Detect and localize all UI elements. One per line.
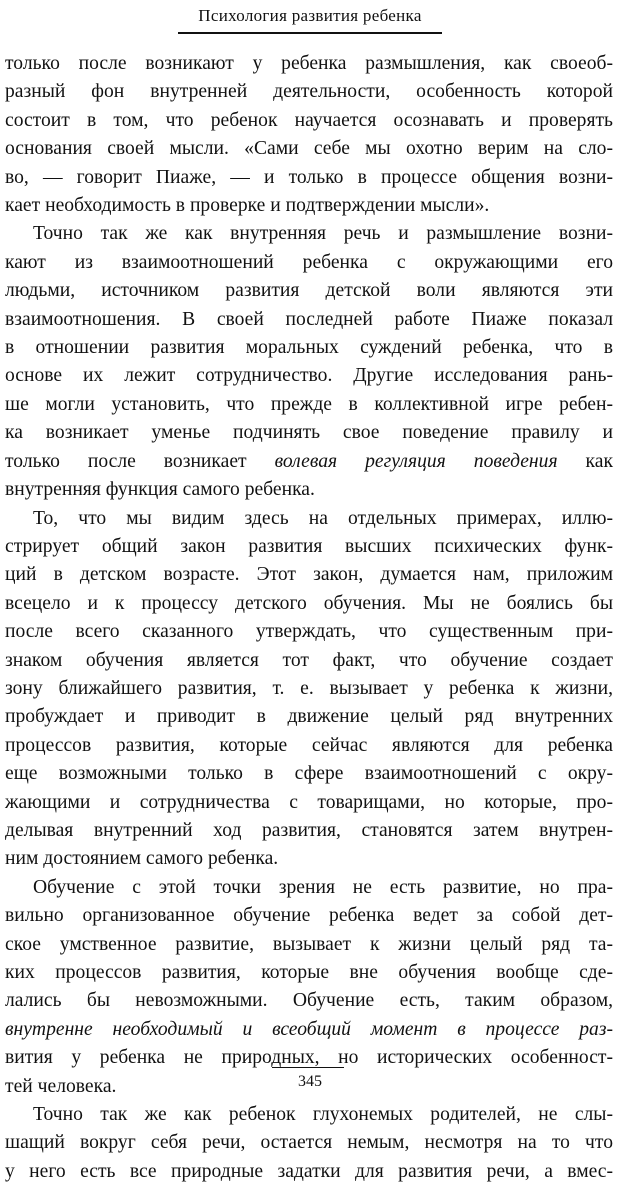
text-line: в отношении развития моральных суждений ребенка, что в (5, 337, 613, 359)
running-head: Психология развития ребенка (198, 6, 422, 25)
text-line: делывая внутренний ход развития, становятся затем внутрен- (5, 819, 613, 841)
text-line: у него есть все природные задатки для развития речи, а вмес- (5, 1160, 613, 1182)
text-line: вильно организованное обучение ребенка ведет за собой дет- (5, 905, 613, 927)
text-line: ское умственное развитие, вызывает к жизни целый ряд та- (5, 933, 613, 955)
text-line: Обучение с этой точки зрения не есть развитие, но пра- (33, 876, 613, 898)
text-line: внутренняя функция самого ребенка. (5, 479, 315, 501)
body-text (5, 50, 613, 1186)
text-line: всецело и к процессу детского обучения. Мы не боялись бы (5, 592, 613, 614)
text-line: основе их лежит сотрудничество. Другие исследования рань- (5, 365, 613, 387)
text-run: только после возникает (5, 450, 275, 472)
text-line: еще возможными только в сфере взаимоотношений с окру- (5, 763, 613, 785)
text-line: ких процессов развития, которые вне обучения вообще сде- (5, 962, 613, 983)
text-line: ним достоянием самого ребенка. (5, 848, 279, 870)
text-line: стрирует общий закон развития высших психических функ- (5, 535, 613, 557)
text-line: людьми, источником развития детской воли являются эти (5, 280, 613, 302)
text-line: разный фон внутренней деятельности, особенность которой (5, 81, 613, 103)
text-line: вития у ребенка не природных, но исторических особенност- (5, 1047, 613, 1069)
text-line: кают из взаимоотношений ребенка с окружающими его (5, 251, 613, 273)
text-line: ше могли установить, что прежде в коллективной игре ребен- (5, 393, 613, 415)
text-line: тей человека. (5, 1075, 117, 1097)
text-line: лались бы невозможными. Обучение есть, таким образом, (5, 990, 613, 1012)
text-line: после всего сказанного утверждать, что существенным при- (5, 621, 613, 643)
text-line: То, что мы видим здесь на отдельных примерах, иллю- (33, 507, 613, 529)
text-line: Точно так же как ребенок глухонемых родителей, не слы- (33, 1104, 613, 1126)
text-line: только после возникают у ребенка размышления, как своеоб- (5, 53, 613, 74)
text-line: жающими и сотрудничества с товарищами, но которые, про- (5, 791, 613, 813)
text-line (5, 1016, 613, 1044)
text-line: шащий вокруг себя речи, остается немым, несмотря на то что (5, 1132, 613, 1154)
text-line: во, — говорит Пиаже, — и только в процессе общения возни- (5, 166, 613, 188)
text-line: ций в детском возрасте. Этот закон, думается нам, приложим (5, 564, 613, 586)
italic-text: волевая регуляция поведения (274, 450, 558, 472)
text-line: зону ближайшего развития, т. е. вызывает у ребенка к жизни, (5, 677, 613, 699)
page-number: 345 (298, 1073, 322, 1090)
text-run: как (557, 450, 613, 472)
text-line: знаком обучения является тот факт, что обучение создает (5, 649, 613, 671)
text-line: основания своей мысли. «Сами себе мы охотно верим на сло- (5, 138, 613, 160)
text-line (5, 448, 613, 476)
text-line: состоит в том, что ребенок научается осознавать и проверять (5, 109, 613, 131)
text-line: ка возникает уменье подчинять свое поведение правилу и (5, 422, 613, 444)
footer-rule (272, 1067, 344, 1068)
text-line: процессов развития, которые сейчас являются для ребенка (5, 734, 613, 756)
italic-text: внутренне необходимый и всеобщий момент в процессе раз- (5, 1018, 613, 1040)
header-rule (178, 32, 442, 34)
text-line: взаимоотношения. В своей последней работе Пиаже показал (5, 308, 613, 330)
text-line: кает необходимость в проверке и подтверждении мысли». (5, 195, 490, 217)
text-line: пробуждает и приводит в движение целый ряд внутренних (5, 706, 613, 728)
text-line: Точно так же как внутренняя речь и размышление возни- (33, 223, 613, 245)
